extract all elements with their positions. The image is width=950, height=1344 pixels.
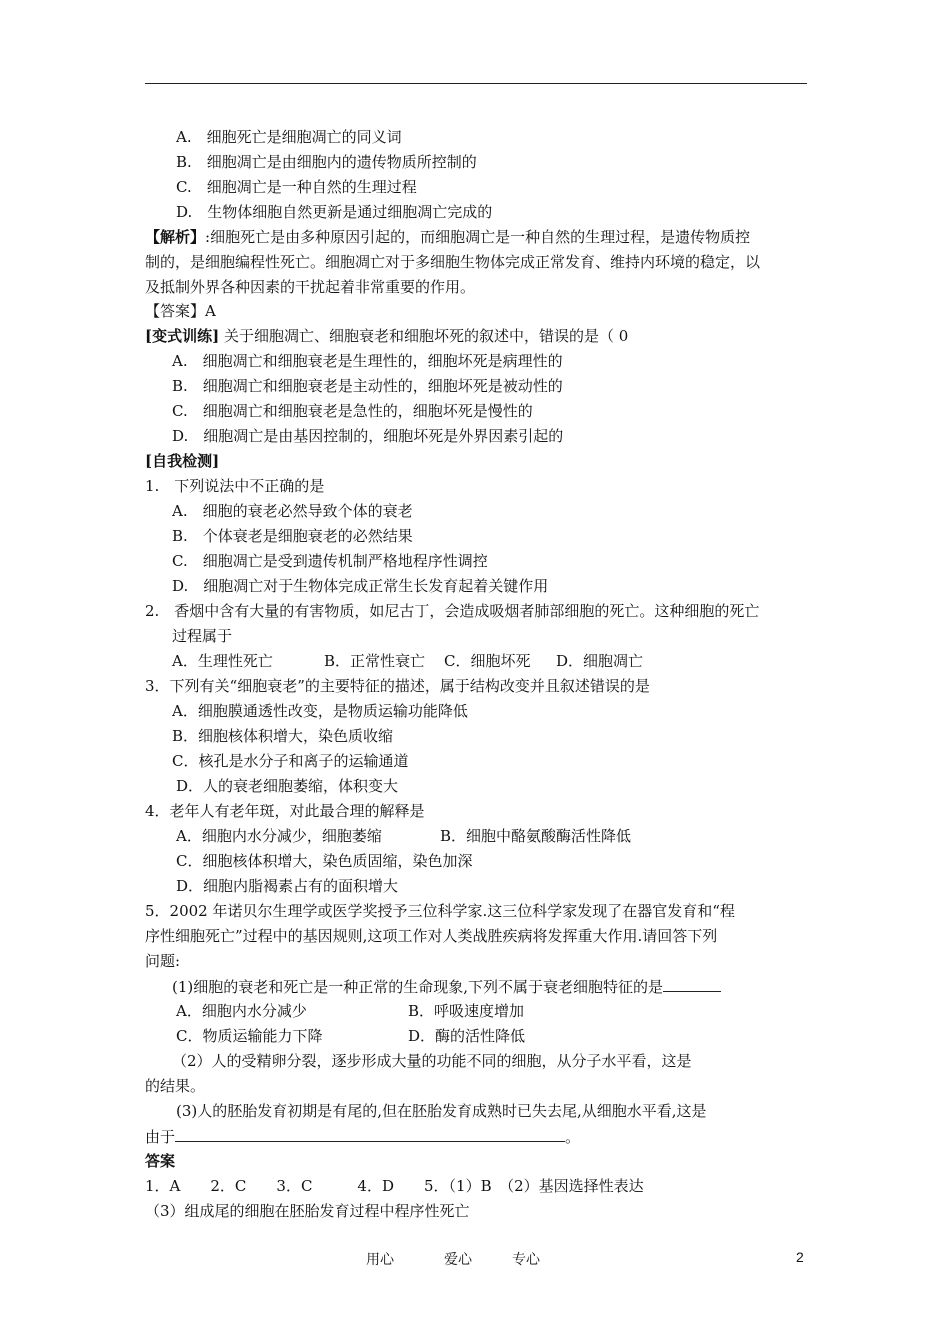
- q2-option-d: D．细胞凋亡: [556, 652, 644, 670]
- q5-sub1-option-b: B．呼吸速度增加: [408, 1002, 525, 1020]
- q5-stem-1: 5．2002 年诺贝尔生理学或医学奖授予三位科学家.这三位科学家发现了在器官发育和“程: [145, 902, 735, 920]
- header-rule: [145, 83, 807, 84]
- q4-stem: 4．老年人有老年斑，对此最合理的解释是: [145, 802, 425, 820]
- q1-option-b: B. 个体衰老是细胞衰老的必然结果: [172, 527, 413, 545]
- variant-option-a: A. 细胞凋亡和细胞衰老是生理性的，细胞坏死是病理性的: [172, 352, 563, 370]
- q2-option-a: A．生理性死亡: [172, 652, 273, 670]
- footer-motto-3: 专心: [512, 1252, 540, 1268]
- q3-option-b: B．细胞核体积增大，染色质收缩: [172, 727, 394, 745]
- q2-option-c: C．细胞坏死: [444, 652, 531, 670]
- q5-stem-2: 序性细胞死亡”过程中的基因规则,这项工作对人类战胜疾病将发挥重大作用.请回答下列: [145, 927, 718, 945]
- q5-sub3-line-1: (3)人的胚胎发育初期是有尾的,但在胚胎发育成熟时已失去尾,从细胞水平看,这是: [176, 1102, 707, 1120]
- answers-line-1: 1．A 2．C 3．C 4．D 5．（1）B （2）基因选择性表达: [145, 1177, 644, 1195]
- q4-option-a: A．细胞内水分减少，细胞萎缩: [176, 827, 382, 845]
- analysis-line-3: 及抵制外界各种因素的干扰起着非常重要的作用。: [145, 278, 476, 296]
- variant-question: [145, 326, 628, 346]
- prev-answer: 【答案】A: [145, 302, 216, 320]
- q5-sub1-text: (1)细胞的衰老和死亡是一种正常的生命现象,下列不属于衰老细胞特征的是: [172, 978, 664, 996]
- prev-option-b: B. 细胞凋亡是由细胞内的遗传物质所控制的: [176, 153, 477, 171]
- q4-option-d: D．细胞内脂褐素占有的面积增大: [176, 877, 399, 895]
- q5-sub1-option-a: A．细胞内水分减少: [176, 1002, 307, 1020]
- q1-option-c: C. 细胞凋亡是受到遗传机制严格地程序性调控: [172, 552, 488, 570]
- q1-option-a: A. 细胞的衰老必然导致个体的衰老: [172, 502, 413, 520]
- variant-label: [变式训练]: [145, 327, 220, 345]
- q5-sub1: [172, 976, 721, 996]
- q4-option-c: C．细胞核体积增大，染色质固缩，染色加深: [176, 852, 473, 870]
- q5-sub3-line-2: [145, 1126, 580, 1146]
- q5-sub1-option-d: D．酶的活性降低: [408, 1027, 526, 1045]
- answer-blank[interactable]: [175, 1126, 565, 1142]
- q3-option-a: A．细胞膜通透性改变，是物质运输功能降低: [172, 702, 468, 720]
- q3-option-d: D．人的衰老细胞萎缩，体积变大: [176, 777, 399, 795]
- footer-motto-1: 用心: [366, 1252, 394, 1268]
- answers-line-2: （3）组成尾的细胞在胚胎发育过程中程序性死亡: [145, 1202, 470, 1220]
- variant-question-text: 关于细胞凋亡、细胞衰老和细胞坏死的叙述中，错误的是（ 0: [219, 327, 629, 345]
- prev-option-c: C. 细胞凋亡是一种自然的生理过程: [176, 178, 417, 196]
- q5-sub1-option-c: C．物质运输能力下降: [176, 1027, 323, 1045]
- q2-stem-2: 过程属于: [172, 627, 233, 645]
- answers-heading: 答案: [145, 1152, 176, 1170]
- variant-option-c: C. 细胞凋亡和细胞衰老是急性的，细胞坏死是慢性的: [172, 402, 533, 420]
- q3-stem: 3．下列有关“细胞衰老”的主要特征的描述，属于结构改变并且叙述错误的是: [145, 677, 650, 695]
- prev-option-a: A. 细胞死亡是细胞凋亡的同义词: [176, 128, 402, 146]
- q1-stem: 1. 下列说法中不正确的是: [145, 477, 325, 495]
- q3-option-c: C．核孔是水分子和离子的运输通道: [172, 752, 409, 770]
- q4-option-b: B．细胞中酪氨酸酶活性降低: [440, 827, 632, 845]
- variant-option-d: D. 细胞凋亡是由基因控制的，细胞坏死是外界因素引起的: [172, 427, 564, 445]
- footer-motto-2: 爱心: [444, 1252, 472, 1268]
- q5-sub2-line-2: 的结果。: [145, 1077, 206, 1095]
- q1-option-d: D. 细胞凋亡对于生物体完成正常生长发育起着关键作用: [172, 577, 549, 595]
- answer-blank[interactable]: [663, 976, 721, 992]
- variant-option-b: B. 细胞凋亡和细胞衰老是主动性的，细胞坏死是被动性的: [172, 377, 563, 395]
- page-number: 2: [796, 1249, 804, 1265]
- q5-sub3-suffix: 。: [565, 1128, 581, 1146]
- q5-stem-3: 问题:: [145, 952, 181, 970]
- self-test-heading: [自我检测]: [145, 452, 220, 470]
- analysis-label: 【解析】: [145, 228, 206, 246]
- analysis-text-1: :细胞死亡是由多种原因引起的，而细胞凋亡是一种自然的生理过程，是遗传物质控: [205, 228, 751, 246]
- prev-option-d: D. 生物体细胞自然更新是通过细胞凋亡完成的: [176, 203, 493, 221]
- q2-stem-1: 2. 香烟中含有大量的有害物质，如尼古丁，会造成吸烟者肺部细胞的死亡。这种细胞的死亡: [145, 602, 760, 620]
- analysis-line-2: 制的，是细胞编程性死亡。细胞凋亡对于多细胞生物体完成正常发育、维持内环境的稳定，以: [145, 253, 761, 271]
- q5-sub3-prefix: 由于: [145, 1128, 176, 1146]
- analysis-line-1: [145, 227, 750, 247]
- q2-option-b: B．正常性衰亡: [324, 652, 426, 670]
- q5-sub2-line-1: （2）人的受精卵分裂，逐步形成大量的功能不同的细胞，从分子水平看，这是: [172, 1052, 692, 1070]
